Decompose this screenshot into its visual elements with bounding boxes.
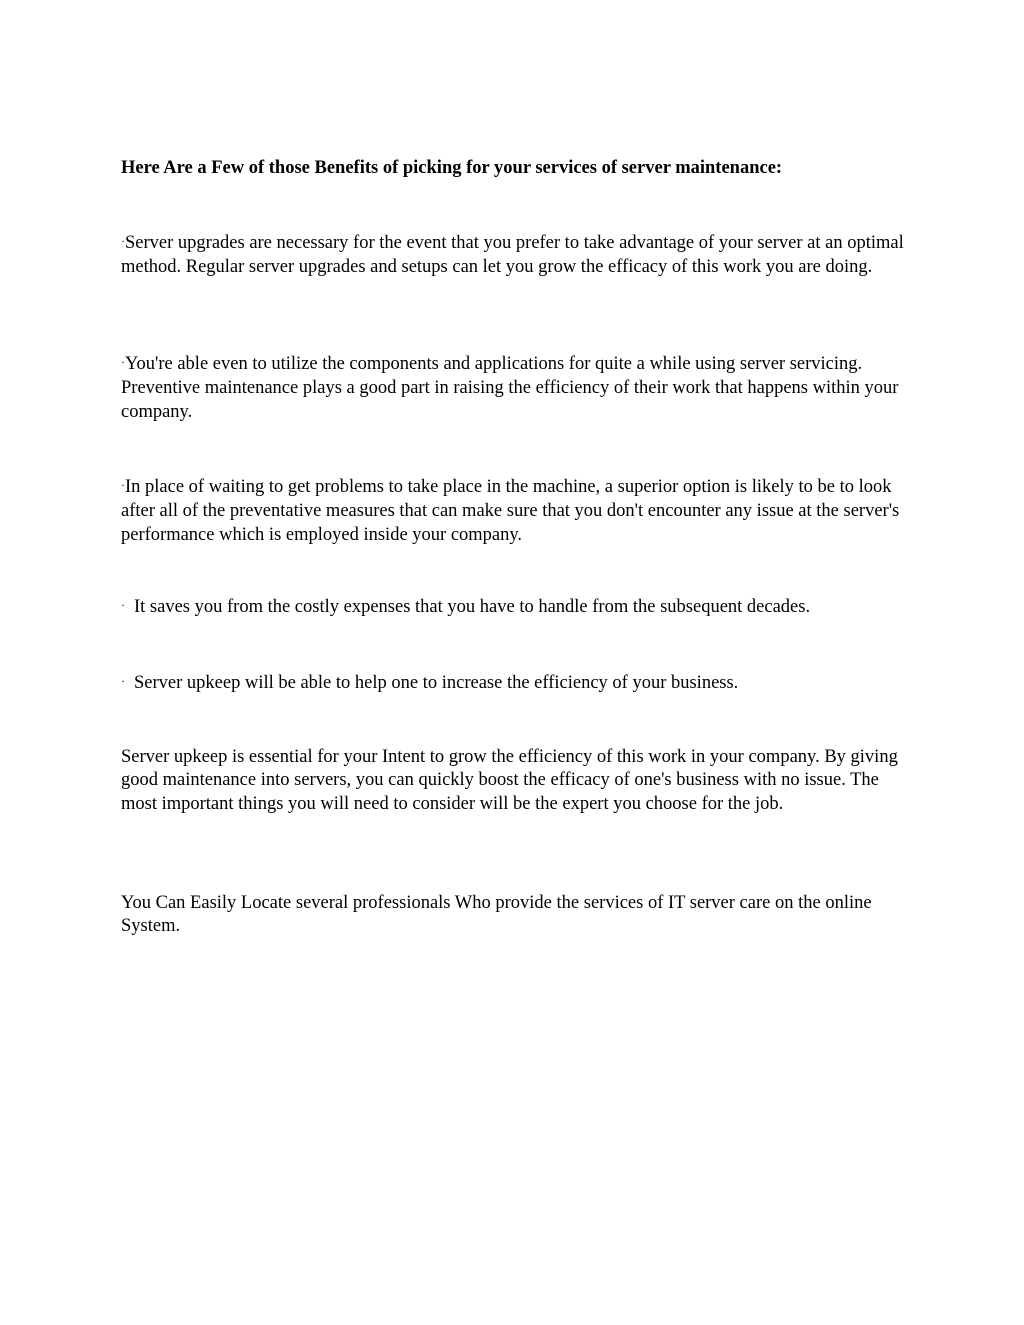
body-paragraph-1: Server upkeep is essential for your Intent to grow the efficiency of this work in your company. By giving good maintenance into servers, you can quickly boost the efficacy of one's business with no issue. The most important things you will need to consider will be the expert you choose for the job. xyxy=(121,747,898,814)
bullet-paragraph-5 xyxy=(121,672,911,696)
bullet-paragraph-1 xyxy=(121,232,911,280)
bullet-marker: · xyxy=(121,355,125,369)
bullet-paragraph-4 xyxy=(121,596,911,620)
bullet-text: Server upkeep will be able to help one to increase the efficiency of your business. xyxy=(134,673,739,693)
bullet-paragraph-3 xyxy=(121,476,911,547)
bullet-text: You're able even to utilize the components and applications for quite a while using server servicing. Preventive maintenance plays a good part in raising the efficiency of their work that happens within your company. xyxy=(121,354,899,422)
bullet-marker: · xyxy=(121,598,128,612)
bullet-text: In place of waiting to get problems to take place in the machine, a superior option is likely to be to look after all of the preventative measures that can make sure that you don't encounter any issue at the server's performance which is employed inside your company. xyxy=(121,477,900,545)
bullet-marker: · xyxy=(121,674,128,688)
bullet-text: It saves you from the costly expenses that you have to handle from the subsequent decades. xyxy=(134,597,811,617)
document-heading: Here Are a Few of those Benefits of picking for your services of server maintenance: xyxy=(121,158,783,178)
bullet-paragraph-2 xyxy=(121,353,911,424)
bullet-marker: · xyxy=(121,234,125,248)
body-paragraph-2: You Can Easily Locate several professionals Who provide the services of IT server care on the online System. xyxy=(121,893,872,937)
bullet-marker: · xyxy=(121,478,125,492)
bullet-text: Server upgrades are necessary for the event that you prefer to take advantage of your server at an optimal method. Regular server upgrades and setups can let you grow the efficacy of this work you are doing. xyxy=(121,233,904,278)
